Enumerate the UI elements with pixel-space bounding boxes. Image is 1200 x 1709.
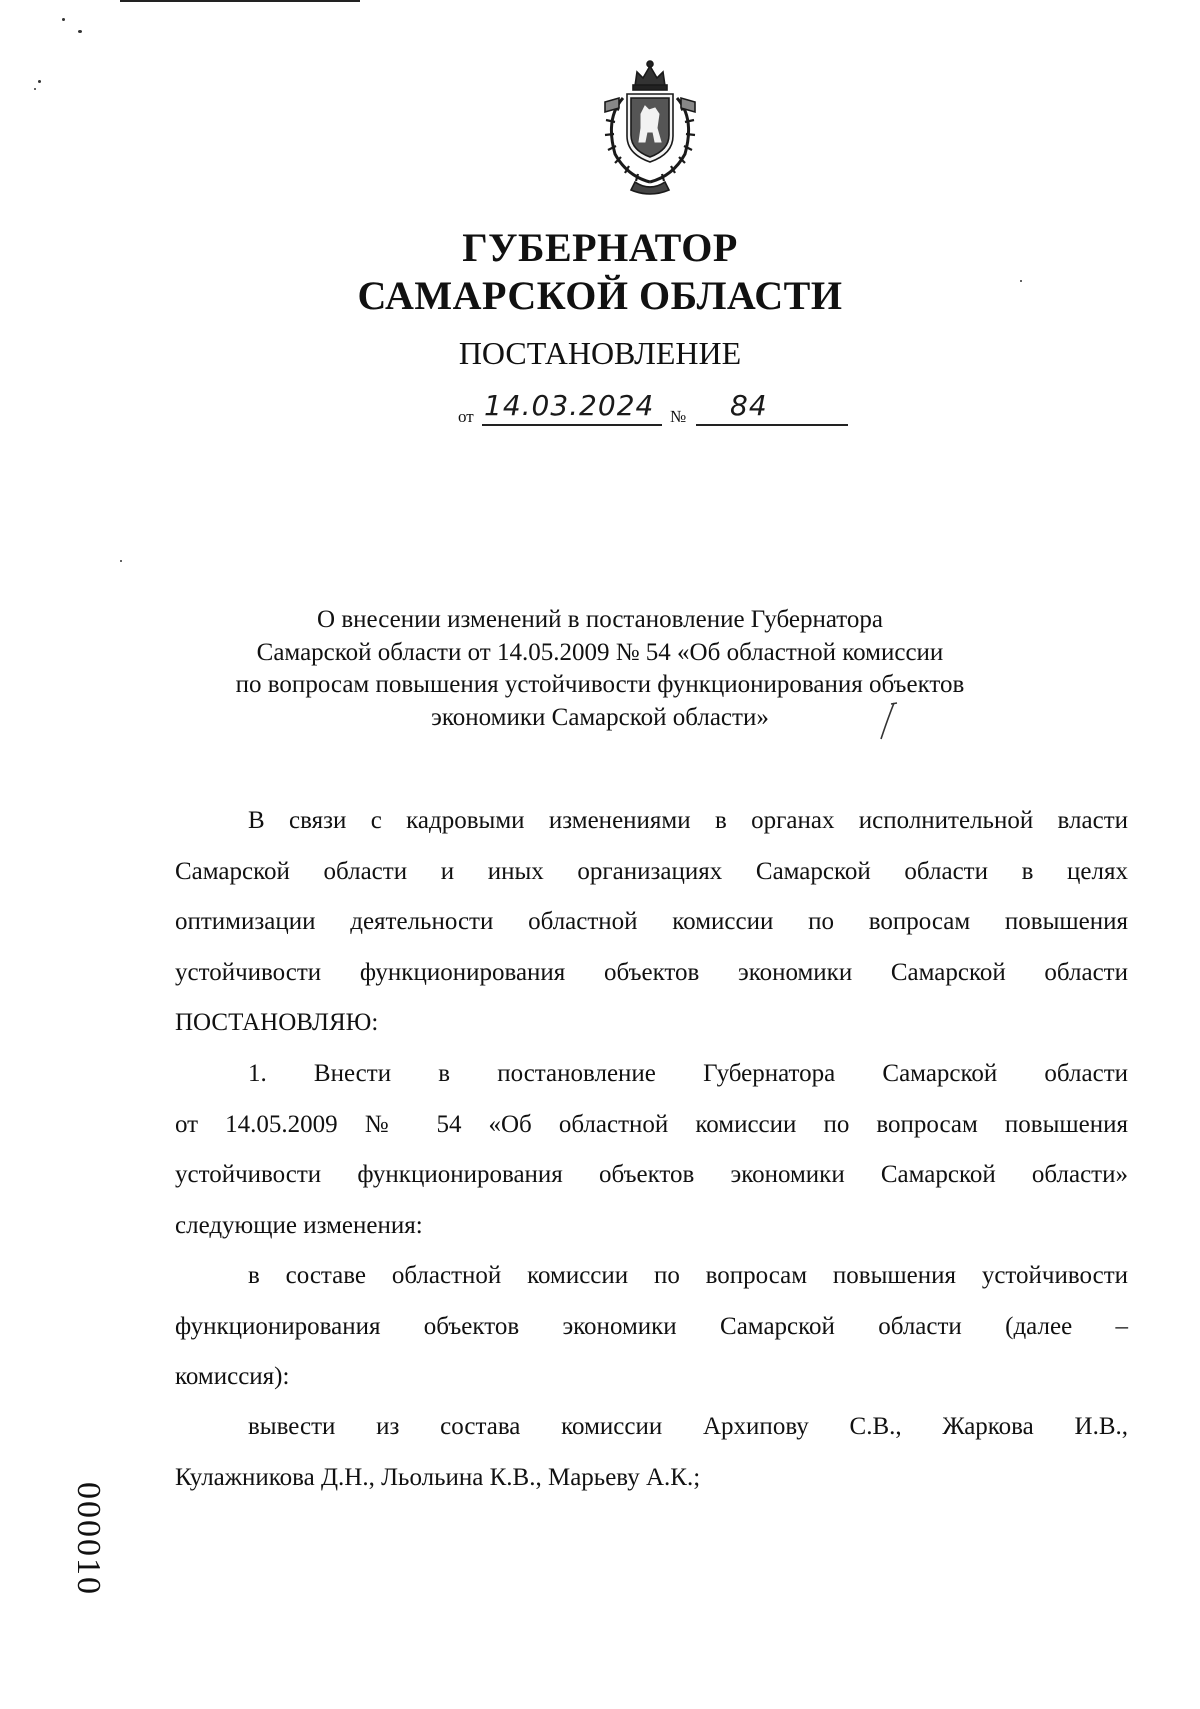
body-line: функционирования объектов экономики Самарской области (далее –: [175, 1312, 1128, 1340]
body-line: устойчивости функционирования объектов экономики Самарской области»: [175, 1161, 1128, 1188]
document-type: ПОСТАНОВЛЕНИЕ: [458, 335, 742, 371]
issuer-title-line2: САМАРСКОЙ ОБЛАСТИ: [357, 273, 843, 318]
number-underline: [696, 424, 848, 426]
date-underline: [482, 424, 662, 426]
subject-line: экономики Самарской области»: [431, 703, 769, 731]
body-paragraph-1: [175, 796, 1128, 1049]
samara-coat-of-arms-icon: [575, 58, 725, 198]
body-line: вывести из состава комиссии Архипову С.В., Жаркова И.В.,: [248, 1413, 1128, 1440]
issuer-title-line1: ГУБЕРНАТОР: [462, 225, 738, 270]
margin-page-number: 000010: [70, 1482, 107, 1596]
top-border-line: [120, 0, 360, 2]
subject-line: О внесении изменений в постановление Губернатора: [317, 606, 883, 633]
body-paragraph-2: [175, 1049, 1128, 1251]
body-line: Кулажникова Д.Н., Льольина К.В., Марьеву А.К.;: [175, 1463, 701, 1491]
scan-speck: [38, 80, 41, 83]
scan-speck: [78, 30, 82, 33]
number-label: №: [670, 407, 687, 426]
body-line: комиссия):: [175, 1363, 290, 1390]
body-paragraph-4: [175, 1402, 1128, 1503]
body-paragraph-3: [175, 1251, 1128, 1403]
body-line: в составе областной комиссии по вопросам повышения устойчивости: [248, 1262, 1128, 1289]
handwritten-slash-mark: [878, 700, 898, 742]
subject-line: Самарской области от 14.05.2009 № 54 «Об областной комиссии: [256, 638, 944, 666]
body-line: следующие изменения:: [175, 1211, 423, 1239]
date-label: от: [458, 407, 474, 426]
scan-speck: [120, 560, 122, 562]
body-line: оптимизации деятельности областной комиссии по вопросам повышения: [175, 908, 1128, 935]
body-line: устойчивости функционирования объектов экономики Самарской области: [175, 958, 1128, 986]
number-handwritten: 84: [730, 389, 768, 422]
body-line: В связи с кадровыми изменениями в органах исполнительной власти: [248, 807, 1128, 834]
body-line: Самарской области и иных организациях Самарской области в целях: [175, 857, 1128, 885]
scan-speck: [34, 88, 36, 90]
body-line: 1. Внести в постановление Губернатора Самарской области: [248, 1060, 1128, 1087]
body-line: ПОСТАНОВЛЯЮ:: [175, 1009, 379, 1036]
date-handwritten: 14.03.2024: [484, 389, 655, 422]
body-line: от 14.05.2009 № 54 «Об областной комиссии по вопросам повышения: [175, 1110, 1128, 1138]
scan-speck: [62, 18, 65, 21]
subject-line: по вопросам повышения устойчивости функционирования объектов: [235, 671, 965, 698]
